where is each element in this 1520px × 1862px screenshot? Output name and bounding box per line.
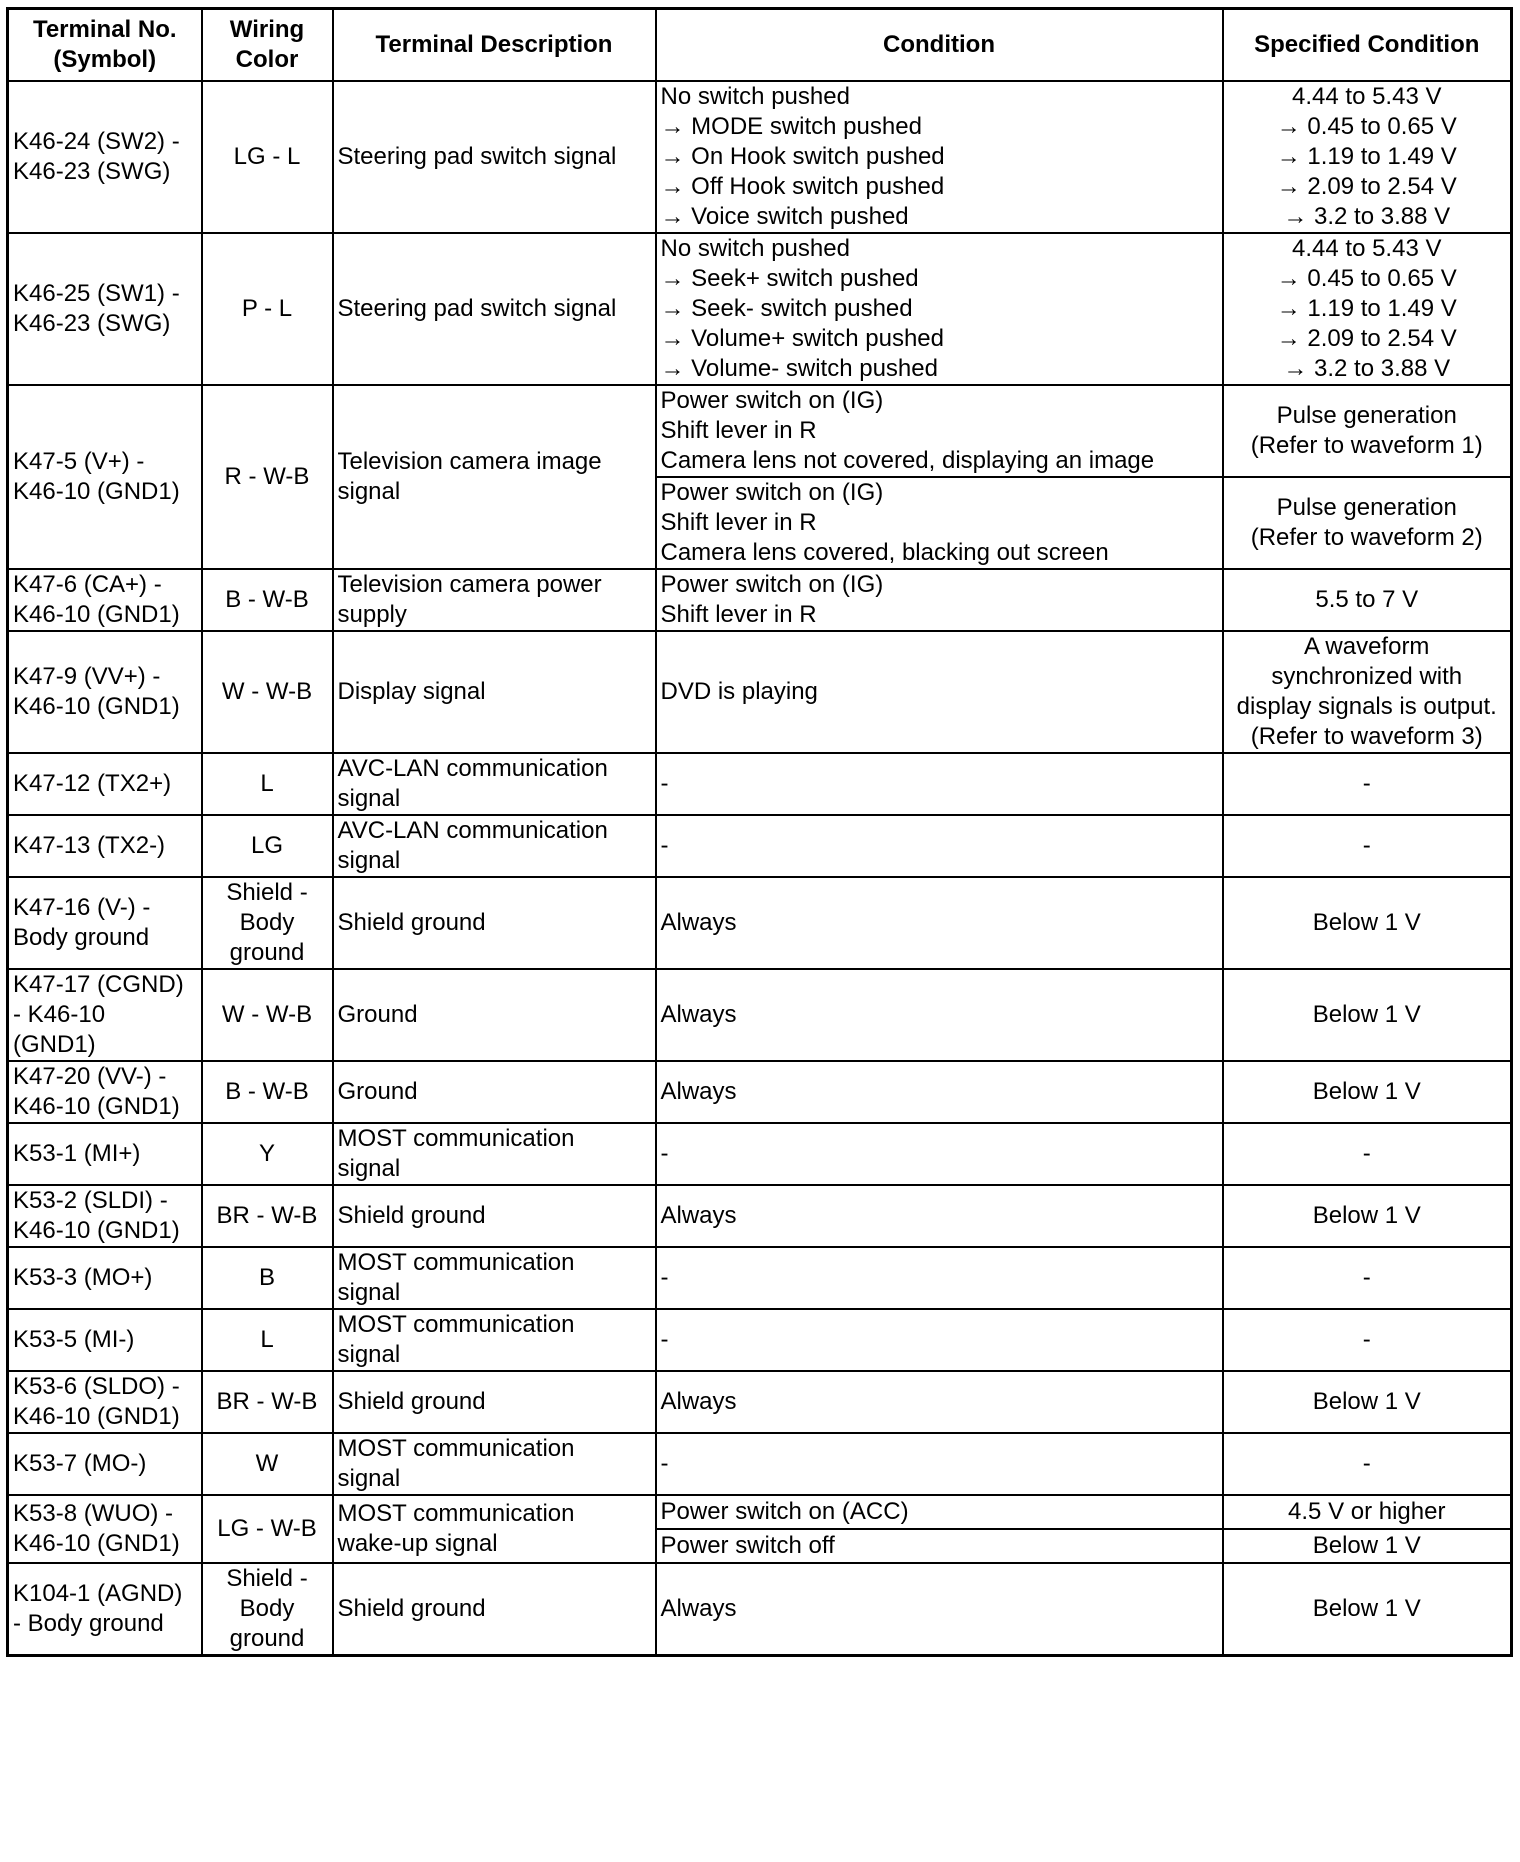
specified-condition-cell: - xyxy=(1223,815,1512,877)
condition-cell: - xyxy=(656,815,1223,877)
specified-condition-cell: - xyxy=(1223,753,1512,815)
description-cell: Shield ground xyxy=(333,1185,656,1247)
wiring-color-cell: Shield - Body ground xyxy=(202,1563,333,1656)
condition-cell: - xyxy=(656,1433,1223,1495)
terminal-cell: K47-12 (TX2+) xyxy=(8,753,202,815)
terminal-cell: K47-13 (TX2-) xyxy=(8,815,202,877)
specified-condition-cell: 4.44 to 5.43 V → 0.45 to 0.65 V → 1.19 to 1.49 V → 2.09 to 2.54 V → 3.2 to 3.88 V xyxy=(1223,233,1512,385)
table-row xyxy=(8,233,1512,385)
wiring-color-cell: BR - W-B xyxy=(202,1185,333,1247)
wiring-color-cell: B - W-B xyxy=(202,1061,333,1123)
description-cell: Steering pad switch signal xyxy=(333,81,656,233)
terminal-cell: K47-16 (V-) - Body ground xyxy=(8,877,202,969)
condition-cell: Power switch on (IG) Shift lever in R xyxy=(656,569,1223,631)
table-row xyxy=(8,1563,1512,1656)
specified-condition-cell: - xyxy=(1223,1433,1512,1495)
terminal-cell: K47-9 (VV+) - K46-10 (GND1) xyxy=(8,631,202,753)
header-specified-condition: Specified Condition xyxy=(1223,9,1512,82)
table-row xyxy=(8,1061,1512,1123)
specified-condition-cell: 4.5 V or higher xyxy=(1223,1495,1512,1529)
table-row xyxy=(8,1247,1512,1309)
condition-cell: Power switch on (IG) Shift lever in R Camera lens not covered, displaying an image xyxy=(656,385,1223,477)
condition-cell: Power switch on (ACC) xyxy=(656,1495,1223,1529)
terminal-cell: K53-6 (SLDO) - K46-10 (GND1) xyxy=(8,1371,202,1433)
description-cell: Ground xyxy=(333,1061,656,1123)
terminal-cell: K47-17 (CGND) - K46-10 (GND1) xyxy=(8,969,202,1061)
table-row xyxy=(8,631,1512,753)
wiring-color-cell: Y xyxy=(202,1123,333,1185)
condition-cell: Always xyxy=(656,1185,1223,1247)
table-row xyxy=(8,1123,1512,1185)
specified-condition-cell: Below 1 V xyxy=(1223,1061,1512,1123)
description-cell: Display signal xyxy=(333,631,656,753)
wiring-color-cell: LG xyxy=(202,815,333,877)
terminal-cell: K46-25 (SW1) - K46-23 (SWG) xyxy=(8,233,202,385)
specified-condition-cell: Below 1 V xyxy=(1223,969,1512,1061)
description-cell: Television camera power supply xyxy=(333,569,656,631)
wiring-color-cell: L xyxy=(202,753,333,815)
description-cell: AVC-LAN communication signal xyxy=(333,753,656,815)
terminal-cell: K53-2 (SLDI) - K46-10 (GND1) xyxy=(8,1185,202,1247)
condition-cell: Always xyxy=(656,877,1223,969)
specified-condition-cell: Below 1 V xyxy=(1223,1185,1512,1247)
condition-cell: Always xyxy=(656,1061,1223,1123)
table-row xyxy=(8,1495,1512,1529)
condition-cell: - xyxy=(656,1309,1223,1371)
terminal-spec-table xyxy=(6,7,1513,1657)
header-wiring-color: Wiring Color xyxy=(202,9,333,82)
terminal-cell: K104-1 (AGND) - Body ground xyxy=(8,1563,202,1656)
wiring-color-cell: LG - L xyxy=(202,81,333,233)
condition-cell: No switch pushed → Seek+ switch pushed → Seek- switch pushed → Volume+ switch pushed → Volume- switch pushed xyxy=(656,233,1223,385)
description-cell: Shield ground xyxy=(333,1371,656,1433)
table-row xyxy=(8,569,1512,631)
table-row xyxy=(8,1371,1512,1433)
condition-cell: Always xyxy=(656,1563,1223,1656)
terminal-cell: K47-5 (V+) - K46-10 (GND1) xyxy=(8,385,202,569)
specified-condition-cell: Below 1 V xyxy=(1223,1529,1512,1563)
specified-condition-cell: Pulse generation (Refer to waveform 2) xyxy=(1223,477,1512,569)
specified-condition-cell: A waveform synchronized with display signals is output. (Refer to waveform 3) xyxy=(1223,631,1512,753)
header-condition: Condition xyxy=(656,9,1223,82)
wiring-color-cell: W - W-B xyxy=(202,631,333,753)
specified-condition-cell: - xyxy=(1223,1247,1512,1309)
description-cell: Shield ground xyxy=(333,877,656,969)
table-row xyxy=(8,385,1512,477)
specified-condition-cell: - xyxy=(1223,1123,1512,1185)
specified-condition-cell: 4.44 to 5.43 V → 0.45 to 0.65 V → 1.19 to 1.49 V → 2.09 to 2.54 V → 3.2 to 3.88 V xyxy=(1223,81,1512,233)
terminal-cell: K53-7 (MO-) xyxy=(8,1433,202,1495)
terminal-cell: K46-24 (SW2) - K46-23 (SWG) xyxy=(8,81,202,233)
wiring-color-cell: BR - W-B xyxy=(202,1371,333,1433)
terminal-cell: K53-1 (MI+) xyxy=(8,1123,202,1185)
description-cell: AVC-LAN communication signal xyxy=(333,815,656,877)
header-terminal-no: Terminal No. (Symbol) xyxy=(8,9,202,82)
wiring-color-cell: Shield - Body ground xyxy=(202,877,333,969)
wiring-color-cell: B xyxy=(202,1247,333,1309)
condition-cell: Power switch off xyxy=(656,1529,1223,1563)
specified-condition-cell: 5.5 to 7 V xyxy=(1223,569,1512,631)
table-row xyxy=(8,81,1512,233)
condition-cell: DVD is playing xyxy=(656,631,1223,753)
description-cell: Ground xyxy=(333,969,656,1061)
wiring-color-cell: L xyxy=(202,1309,333,1371)
specified-condition-cell: - xyxy=(1223,1309,1512,1371)
condition-cell: Always xyxy=(656,1371,1223,1433)
terminal-cell: K53-8 (WUO) - K46-10 (GND1) xyxy=(8,1495,202,1563)
specified-condition-cell: Pulse generation (Refer to waveform 1) xyxy=(1223,385,1512,477)
wiring-color-cell: B - W-B xyxy=(202,569,333,631)
specified-condition-cell: Below 1 V xyxy=(1223,1371,1512,1433)
description-cell: MOST communication signal xyxy=(333,1433,656,1495)
condition-cell: - xyxy=(656,1123,1223,1185)
terminal-cell: K53-3 (MO+) xyxy=(8,1247,202,1309)
table-row xyxy=(8,1433,1512,1495)
condition-cell: No switch pushed → MODE switch pushed → On Hook switch pushed → Off Hook switch pushed → Voice switch pushed xyxy=(656,81,1223,233)
description-cell: MOST communication signal xyxy=(333,1309,656,1371)
condition-cell: - xyxy=(656,1247,1223,1309)
table-row xyxy=(8,1309,1512,1371)
terminal-cell: K47-6 (CA+) - K46-10 (GND1) xyxy=(8,569,202,631)
description-cell: Television camera image signal xyxy=(333,385,656,569)
description-cell: Shield ground xyxy=(333,1563,656,1656)
wiring-color-cell: W - W-B xyxy=(202,969,333,1061)
table-header-row xyxy=(8,9,1512,82)
table-body xyxy=(8,81,1512,1656)
wiring-color-cell: R - W-B xyxy=(202,385,333,569)
wiring-color-cell: P - L xyxy=(202,233,333,385)
condition-cell: Power switch on (IG) Shift lever in R Camera lens covered, blacking out screen xyxy=(656,477,1223,569)
terminal-cell: K53-5 (MI-) xyxy=(8,1309,202,1371)
table-row xyxy=(8,1185,1512,1247)
header-terminal-description: Terminal Description xyxy=(333,9,656,82)
description-cell: MOST communication signal xyxy=(333,1247,656,1309)
terminal-cell: K47-20 (VV-) - K46-10 (GND1) xyxy=(8,1061,202,1123)
wiring-color-cell: LG - W-B xyxy=(202,1495,333,1563)
specified-condition-cell: Below 1 V xyxy=(1223,1563,1512,1656)
wiring-color-cell: W xyxy=(202,1433,333,1495)
condition-cell: Always xyxy=(656,969,1223,1061)
table-row xyxy=(8,753,1512,815)
description-cell: Steering pad switch signal xyxy=(333,233,656,385)
terminal-spec-document xyxy=(6,7,1513,1657)
table-row xyxy=(8,877,1512,969)
table-row xyxy=(8,815,1512,877)
description-cell: MOST communication wake-up signal xyxy=(333,1495,656,1563)
condition-cell: - xyxy=(656,753,1223,815)
description-cell: MOST communication signal xyxy=(333,1123,656,1185)
table-row xyxy=(8,969,1512,1061)
specified-condition-cell: Below 1 V xyxy=(1223,877,1512,969)
